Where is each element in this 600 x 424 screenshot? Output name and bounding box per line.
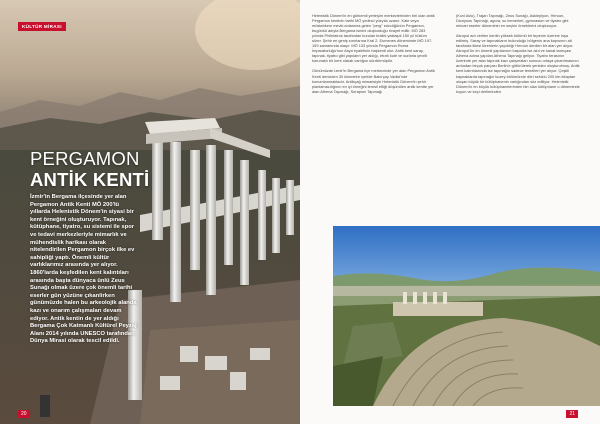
page-number-left: 20 xyxy=(18,410,30,418)
amphitheater-photo xyxy=(333,226,600,406)
paragraph: (Kızıl Avlu), Trajan Tapınağı, Zeus Sunağı, Asklepiyon, Heroon, Dionysos Tapınağı, agora, su kemerleri, gymnasion ve tiyatro gibi mimari eserler döneminin en seçkin örneklerini oluşturuyor. xyxy=(456,13,569,29)
paragraph: Helenistik Dönem'in en görkemli yerleşim merkezlerinden biri olan antik Pergamon kentinin tarihi MÖ yedinci yüzyıla uzanır. Kale veya müstahkem mevki anlamına gelen "perg" sözcüğünün Pergamon, bugünkü adıyla Bergama ismini oluşturduğu rivayet edilir. MÖ 283 yılında Philetairos tarafından kurulan krallık yaklaşık 150 yıl hüküm sürer. Şehir en geniş sınırlarına Kral 2. Eumenes döneminde MÖ 197-159 zamanında ulaşır. MÖ 133 yılında Pergamon Roma İmparatorluğu'nun Asya eyaletinin başkenti olur. Antik kent saray, tapınak, tiyatro gibi yapıların yer aldığı, etrafı kule ve surlarla çevrili korunaklı bir kent olarak varlığını sürdürmüştür. xyxy=(312,13,435,64)
right-page xyxy=(300,0,600,424)
title-line-2: ANTİK KENTİ xyxy=(30,169,150,190)
paragraph: Günümüzde İzmir'in Bergama ilçe merkezinde yer alan Pergamon Antik Kenti denizden 30 kilometre içeride Bakırçay Vadisi'nde konumlanmaktadır. Antikçağ mimarisiyle Helenistik Dönem'in şehir planlamacılığının en iyi örneğini temsil ettiği düşünülen antik kentte yer alan Athena Tapınağı, Serapion Tapınağı xyxy=(312,68,435,94)
article-title xyxy=(30,148,149,190)
paragraph: Akropol adı verilen kentin yüksek bölümü bir tepenin üzerine inşa edilmiş. Saray ve tapınakların bulunduğu bölgenin ana kapısının alt tarafında ilkesi törenlerin yapıldığı Heroon denilen bir alan yer alıyor. Akropol'ün en önemli yapılarının başında ise akıl ve sanat tanrıçası Athena adına yapılan Athena Tapınağı geliyor. Tiyatro terasının üzerinde yer alan tapınak kazı çalışmaları sonucu ortaya çıkarılmasının ardından birçok parçası Berlin'e götürülerek yeniden oluşturulmuş. Antik kent kalıntılarında ise tapınağın sadece temelleri yer alıyor. Çeşitli kaynaklarda tapınağın kuzey bölümünde dört sekizlu 200 bin kitaptan oluşan büyük bir kütüphanenin varlığından söz ediliyor. Helenistik Dönem'in en büyük kütüphanelerinden biri olan kütüphane o döneminde koyun ve keçi derilerinden xyxy=(456,33,580,94)
aerial-ruins-image xyxy=(333,226,600,406)
text-column-2 xyxy=(456,13,580,99)
title-line-1: PERGAMON xyxy=(30,148,140,169)
page-number-right: 21 xyxy=(566,410,578,418)
text-column-1 xyxy=(312,13,435,99)
intro-paragraph: İzmir'in Bergama ilçesinde yer alan Pergamon Antik Kenti MÖ 200'lü yıllarda Helenistik Dönem'in siyasi bir kent örneğini oluşturuyor. Tapınak, kütüphane, tiyatro, su sistemi ile spor ve tedavi merkezleriyle mimarlık ve mühendislik harikası olarak nitelendirilen Pergamon birçok ilke ev sahipliği yaptı. Önemli kültür varlıklarımız arasında yer alıyor. 1860'larda keşfedilen kent kalıntıları arasında başta dünyaca ünlü Zeus Sunağı olmak üzere çok önemli tarihi eserler gün yüzüne çıkanlirken günümüzde halen bu arkeolojik alanda kazı ve onarım çalışmaları devam ediyor. Antik kentin de yer aldığı Bergama Çok Katmanlı Kültürel Peyzaj Alanı 2014 yılında UNESCO tarafından Dünya Mirasi olarak tescil edildi. xyxy=(30,194,137,345)
category-badge: KÜLTÜR MİRASI xyxy=(18,22,66,31)
